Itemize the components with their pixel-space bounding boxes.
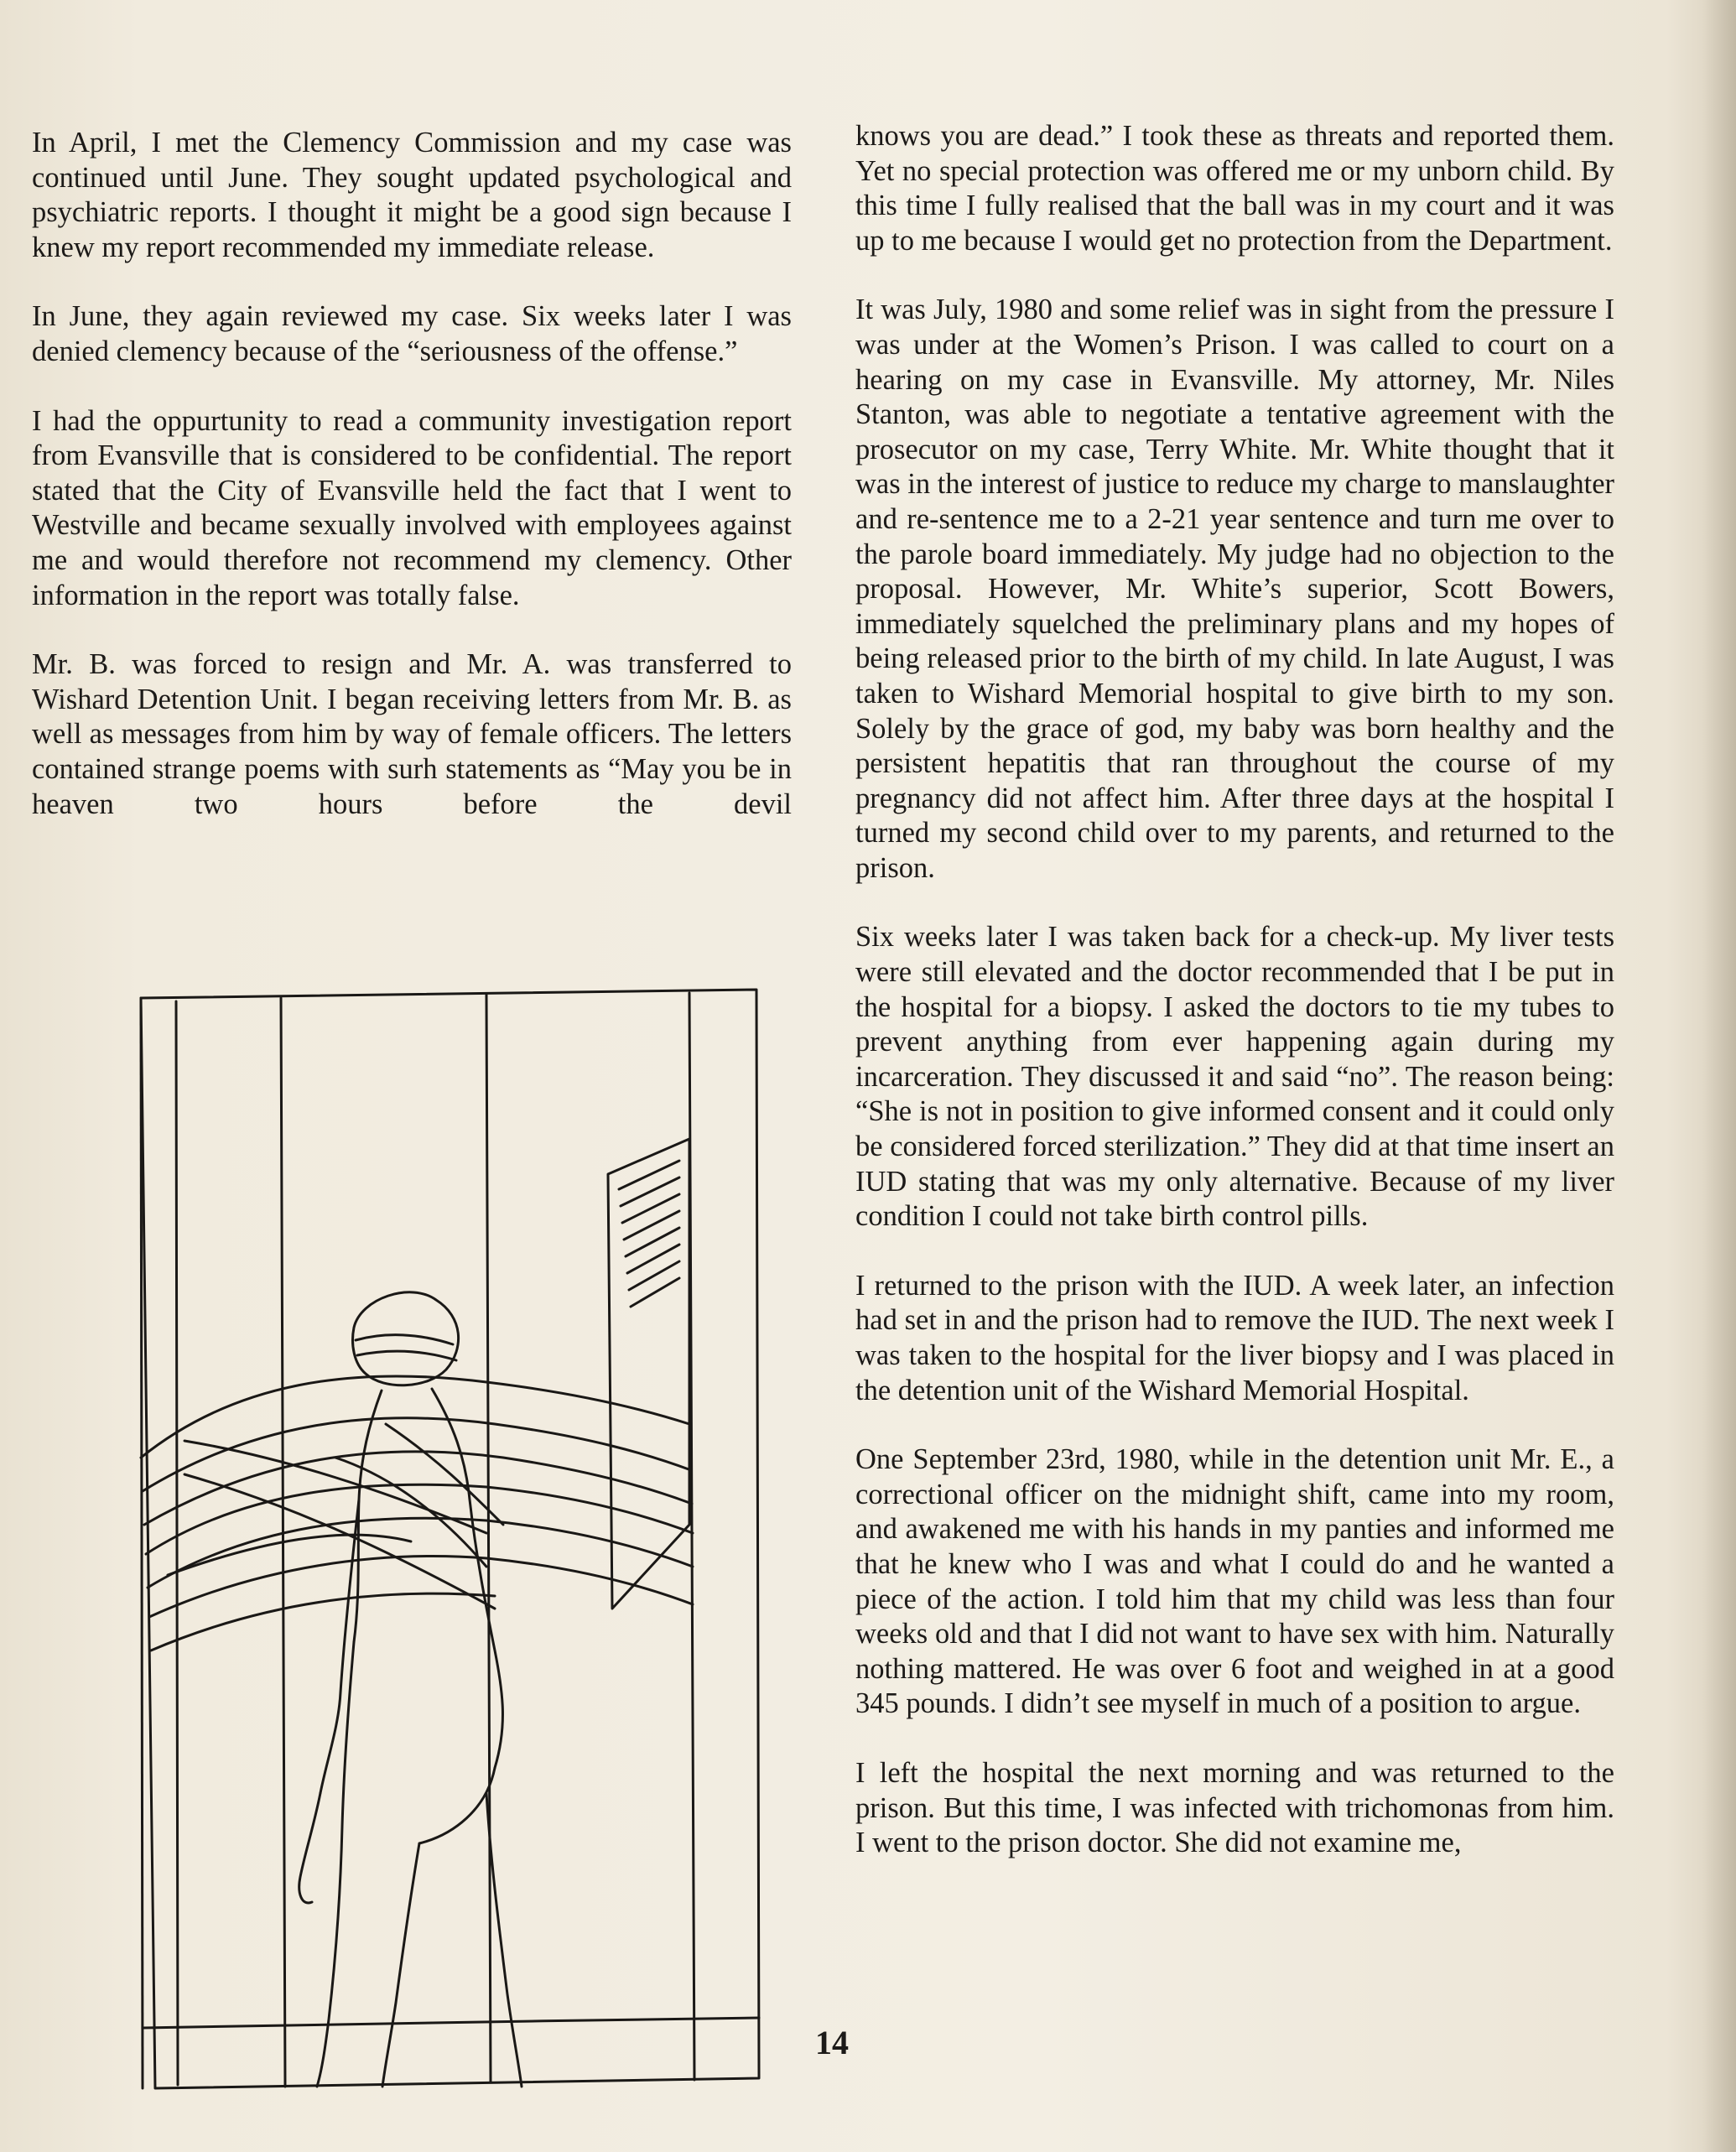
right-column [855,119,1614,1861]
paragraph: I left the hospital the next morning and was returned to the prison. But this time, I was infected with trichomonas from him. I went to the prison doctor. She did not examine me, [855,1756,1614,1859]
left-column [32,126,792,856]
paragraph: knows you are dead.” I took these as threats and reported them. Yet no special protection was offered me or my unborn child. By this time I fully realised that the ball was in my court and it was up to me because I would get no protection from the Department. [855,120,1614,257]
paragraph: I returned to the prison with the IUD. A week later, an infection had set in and the prison had to remove the IUD. The next week I was taken to the hospital for the liver biopsy and I was placed in the detention unit of the Wishard Memorial Hospital. [855,1269,1614,1406]
paragraph: In April, I met the Clemency Commission and my case was continued until June. They sought updated psychological and psychiatric reports. I thought it might be a good sign because I knew my report recommended my immediate release. [32,127,792,263]
paragraph: Mr. B. was forced to resign and Mr. A. was transferred to Wishard Detention Unit. I began receiving letters from Mr. B. as well as messages from him by way of female officers. The letters contained strange poems with surh statements as “May you be in heaven two hours before the devil [32,648,792,820]
paragraph: Six weeks later I was taken back for a check-up. My liver tests were still elevated and the doctor recommended that I be put in the hospital for a biopsy. I asked the doctors to tie my tubes to prevent anything from ever happening again during my incarceration. They discussed it and said “no”. The reason being: “She is not in position to give informed consent and it could only be considered forced sterilization.” They did at that time insert an IUD stating that was my only alternative. Because of my liver condition I could not take birth control pills. [855,921,1614,1233]
page-edge-shadow [1702,0,1736,2152]
paragraph: It was July, 1980 and some relief was in sight from the pressure I was under at the Women’s Prison. I was called to court on a hearing on my case in Evansville. My attorney, Mr. Niles Stanton, was able to negotiate a tentative agreement with the prosecutor on my case, Terry White. Mr. White thought that it was in the interest of justice to reduce my charge to manslaughter and re-sentence me to a 2-21 year sentence and turn me over to the parole board immediately. My judge had no objection to the proposal. However, Mr. White’s superior, Scott Bowers, immediately squelched the preliminary plans and my hopes of being released prior to the birth of my child. In late August, I was taken to Wishard Memorial hospital to give birth to my son. Solely by the grace of god, my baby was born healthy and the persistent hepatitis that ran throughout the course of my pregnancy did not affect him. After three days at the hospital I turned my second child over to my parents, and returned to the prison. [855,294,1614,884]
line-drawing-illustration [134,988,780,2095]
paragraph: In June, they again reviewed my case. Six weeks later I was denied clemency because of the “seriousness of the offense.” [32,300,792,367]
paragraph: I had the oppurtunity to read a community investigation report from Evansville that is considered to be confidential. The report stated that the City of Evansville held the fact that I went to Westville and became sexually involved with employees against me and would therefore not recommend my clemency. Other information in the report was totally false. [32,404,792,611]
page-number: 14 [815,2024,849,2061]
paragraph: One September 23rd, 1980, while in the detention unit Mr. E., a correctional officer on the midnight shift, came into my room, and awakened me with his hands in my panties and informed me that he knew who I was and what I could do and he wanted a piece of the action. I told him that my child was less than four weeks old and that I did not want to have sex with him. Naturally nothing mattered. He was over 6 foot and weighed in at a good 345 pounds. I didn’t see myself in much of a position to argue. [855,1443,1614,1720]
